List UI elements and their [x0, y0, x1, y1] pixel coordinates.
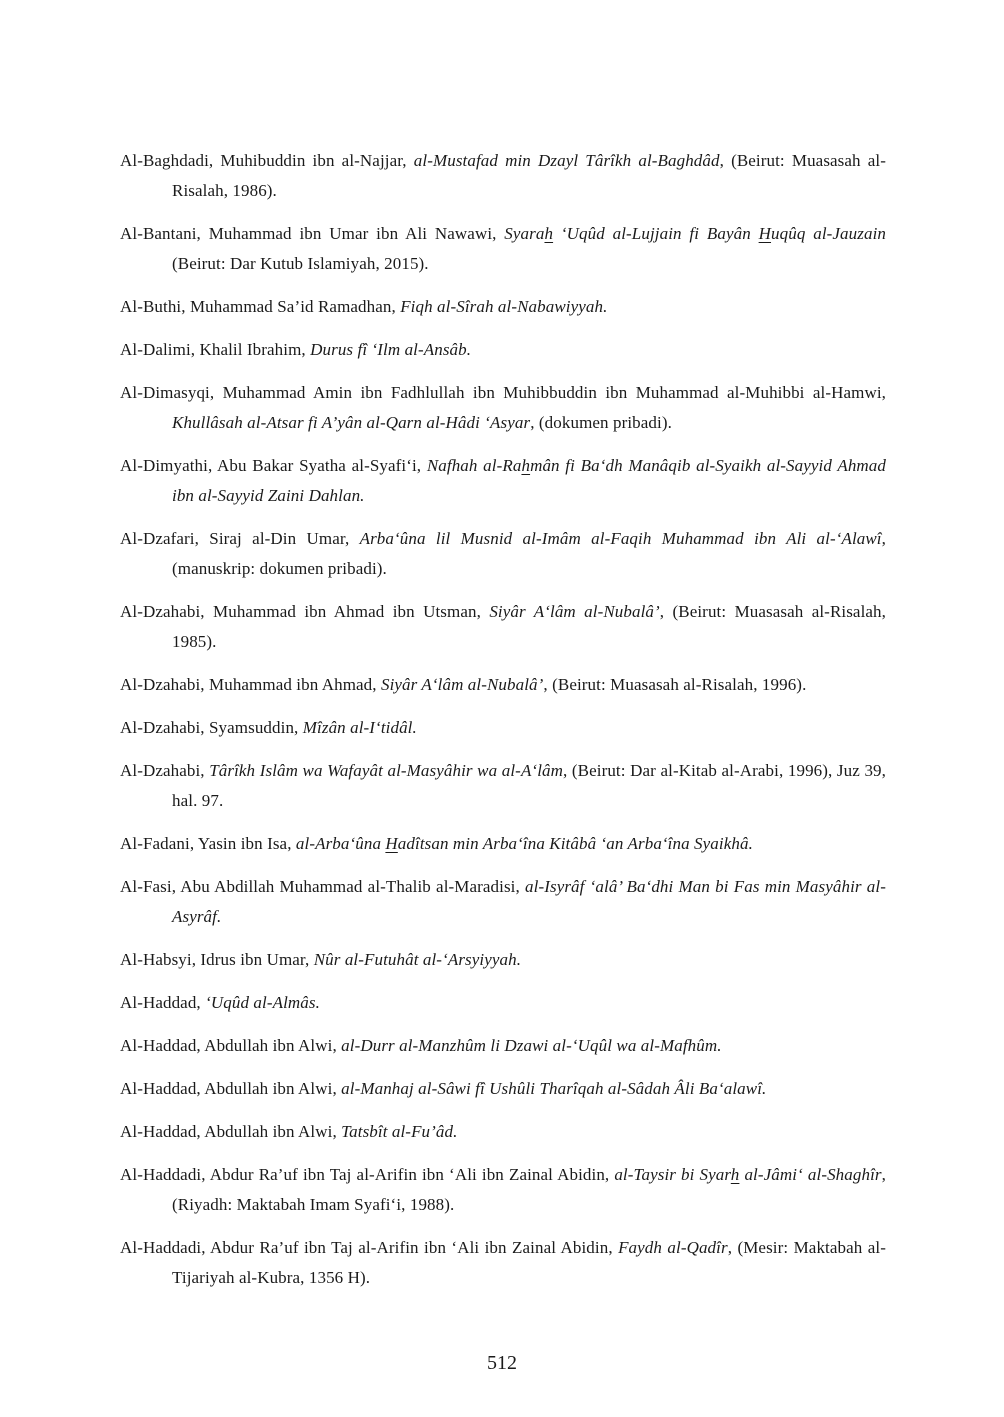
entry-text: , (Beirut: Muasasah al-Risalah, 1996).	[543, 675, 807, 694]
bibliography-entry	[120, 219, 886, 279]
entry-text: Al-Haddadi, Abdur Ra’uf ibn Taj al-Arifin ibn ‘Ali ibn Zainal Abidin,	[120, 1165, 615, 1184]
entry-text: , (manuskrip: dokumen pribadi).	[172, 529, 886, 578]
entry-text: Al-Haddad,	[120, 993, 206, 1012]
entry-text: Al-Fadani, Yasin ibn Isa,	[120, 834, 296, 853]
entry-text: Al-Haddad, Abdullah ibn Alwi,	[120, 1036, 342, 1055]
entry-title-text: mân fi Ba‘dh Manâqib al-Syaikh al-Sayyid Ahmad ibn al-Sayyid Zaini Dahlan.	[172, 456, 886, 505]
entry-text: Al-Haddad, Abdullah ibn Alwi,	[120, 1079, 342, 1098]
bibliography-entry	[120, 713, 886, 743]
bibliography-entry	[120, 524, 886, 584]
bibliography-entry	[120, 829, 886, 859]
entry-text: Al-Dimyathi, Abu Bakar Syatha al-Syafi‘i,	[120, 456, 427, 475]
bibliography-entry	[120, 292, 886, 322]
entry-text: Al-Dimasyqi, Muhammad Amin ibn Fadhlullah ibn Muhibbuddin ibn Muhammad al-Muhibbi al-Hamwi,	[120, 383, 886, 402]
entry-text: Al-Habsyi, Idrus ibn Umar,	[120, 950, 314, 969]
entry-text: Al-Haddad, Abdullah ibn Alwi,	[120, 1122, 342, 1141]
entry-title-text: al-Isyrâf ‘alâ’ Ba‘dhi Man bi Fas min Masyâhir al-Asyrâf.	[172, 877, 886, 926]
entry-title-text: Nûr al-Futuhât al-‘Arsyiyyah.	[313, 950, 522, 969]
entry-title-text: al-Durr al-Manzhûm li Dzawi al-‘Uqûl wa al-Mafhûm.	[341, 1036, 722, 1055]
entry-title-text: H	[758, 224, 772, 243]
entry-title-text: uqûq al-Jauzain	[771, 224, 886, 243]
entry-title-text: Khullâsah al-Atsar fi A’yân al-Qarn al-Hâdi ‘Asyar	[172, 413, 531, 432]
bibliography-entry	[120, 597, 886, 657]
entry-title-text: Siyâr A‘lâm al-Nubalâ’	[380, 675, 544, 694]
entry-text: Al-Buthi, Muhammad Sa’id Ramadhan,	[120, 297, 401, 316]
entry-title-text: Durus fî ‘Ilm al-Ansâb.	[310, 340, 472, 359]
entry-title-text: Fiqh al-Sîrah al-Nabawiyyah.	[400, 297, 608, 316]
entry-text: , (dokumen pribadi).	[530, 413, 672, 432]
entry-title-text: al-Jâmi‘ al-Shaghîr	[739, 1165, 882, 1184]
bibliography-entry	[120, 1117, 886, 1147]
entry-text: Al-Bantani, Muhammad ibn Umar ibn Ali Nawawi,	[120, 224, 505, 243]
page-number: 512	[487, 1352, 517, 1374]
bibliography-entry	[120, 1031, 886, 1061]
entry-title-text: adîtsan min Arba‘îna Kitâbâ ‘an Arba‘îna Syaikhâ.	[397, 834, 753, 853]
entry-text: Al-Haddadi, Abdur Ra’uf ibn Taj al-Arifin ibn ‘Ali ibn Zainal Abidin,	[120, 1238, 619, 1257]
entry-title-text: Nafhah al-Ra	[426, 456, 522, 475]
entry-text: Al-Dzafari, Siraj al-Din Umar,	[120, 529, 360, 548]
bibliography-entry	[120, 670, 886, 700]
bibliography-entry	[120, 945, 886, 975]
entry-title-text: Siyâr A‘lâm al-Nubalâ’	[489, 602, 660, 621]
bibliography-list	[120, 146, 886, 1306]
bibliography-entry	[120, 146, 886, 206]
bibliography-entry	[120, 335, 886, 365]
entry-text: Al-Fasi, Abu Abdillah Muhammad al-Thalib al-Maradisi,	[120, 877, 526, 896]
bibliography-entry	[120, 872, 886, 932]
bibliography-entry	[120, 1074, 886, 1104]
bibliography-entry	[120, 451, 886, 511]
entry-text: Al-Dalimi, Khalil Ibrahim,	[120, 340, 311, 359]
entry-text: , (Riyadh: Maktabah Imam Syafi‘i, 1988).	[172, 1165, 886, 1214]
bibliography-entry	[120, 756, 886, 816]
entry-title-text: al-Arba‘ûna	[295, 834, 386, 853]
entry-text: Al-Dzahabi, Muhammad ibn Ahmad ibn Utsman,	[120, 602, 490, 621]
entry-text: , (Beirut: Dar al-Kitab al-Arabi, 1996), Juz 39, hal. 97.	[172, 761, 886, 810]
entry-title-text: al-Taysir bi Syar	[614, 1165, 731, 1184]
entry-title-text: al-Mustafad min Dzayl Târîkh al-Baghdâd	[413, 151, 720, 170]
entry-text: , (Beirut: Muasasah al-Risalah, 1986).	[172, 151, 886, 200]
entry-title-text: h	[730, 1165, 740, 1184]
entry-text: Al-Dzahabi, Syamsuddin,	[120, 718, 303, 737]
entry-title-text: Syara	[504, 224, 545, 243]
entry-title-text: al-Manhaj al-Sâwi fî Ushûli Tharîqah al-Sâdah Âli Ba‘alawî.	[341, 1079, 767, 1098]
entry-title-text: ‘Uqûd al-Almâs.	[205, 993, 320, 1012]
entry-title-text: Târîkh Islâm wa Wafayât al-Masyâhir wa al-A‘lâm	[209, 761, 563, 780]
entry-text: Al-Dzahabi,	[120, 761, 210, 780]
entry-text: , (Mesir: Maktabah al-Tijariyah al-Kubra, 1356 H).	[172, 1238, 886, 1287]
entry-title-text: ‘Uqûd al-Lujjain fi Bayân	[553, 224, 759, 243]
bibliography-entry	[120, 1233, 886, 1293]
entry-title-text: h	[521, 456, 531, 475]
entry-title-text: H	[385, 834, 398, 853]
entry-text: (Beirut: Dar Kutub Islamiyah, 2015).	[172, 254, 429, 273]
entry-title-text: Mîzân al-I‘tidâl.	[302, 718, 417, 737]
entry-title-text: Faydh al-Qadîr	[618, 1238, 728, 1257]
bibliography-entry	[120, 1160, 886, 1220]
entry-title-text: h	[544, 224, 554, 243]
entry-text: Al-Baghdadi, Muhibuddin ibn al-Najjar,	[120, 151, 414, 170]
bibliography-entry	[120, 988, 886, 1018]
entry-title-text: Arba‘ûna lil Musnid al-Imâm al-Faqih Muhammad ibn Ali al-‘Alawî	[359, 529, 882, 548]
entry-text: , (Beirut: Muasasah al-Risalah, 1985).	[172, 602, 886, 651]
entry-text: Al-Dzahabi, Muhammad ibn Ahmad,	[120, 675, 381, 694]
entry-title-text: Tatsbît al-Fu’âd.	[341, 1122, 458, 1141]
bibliography-entry	[120, 378, 886, 438]
